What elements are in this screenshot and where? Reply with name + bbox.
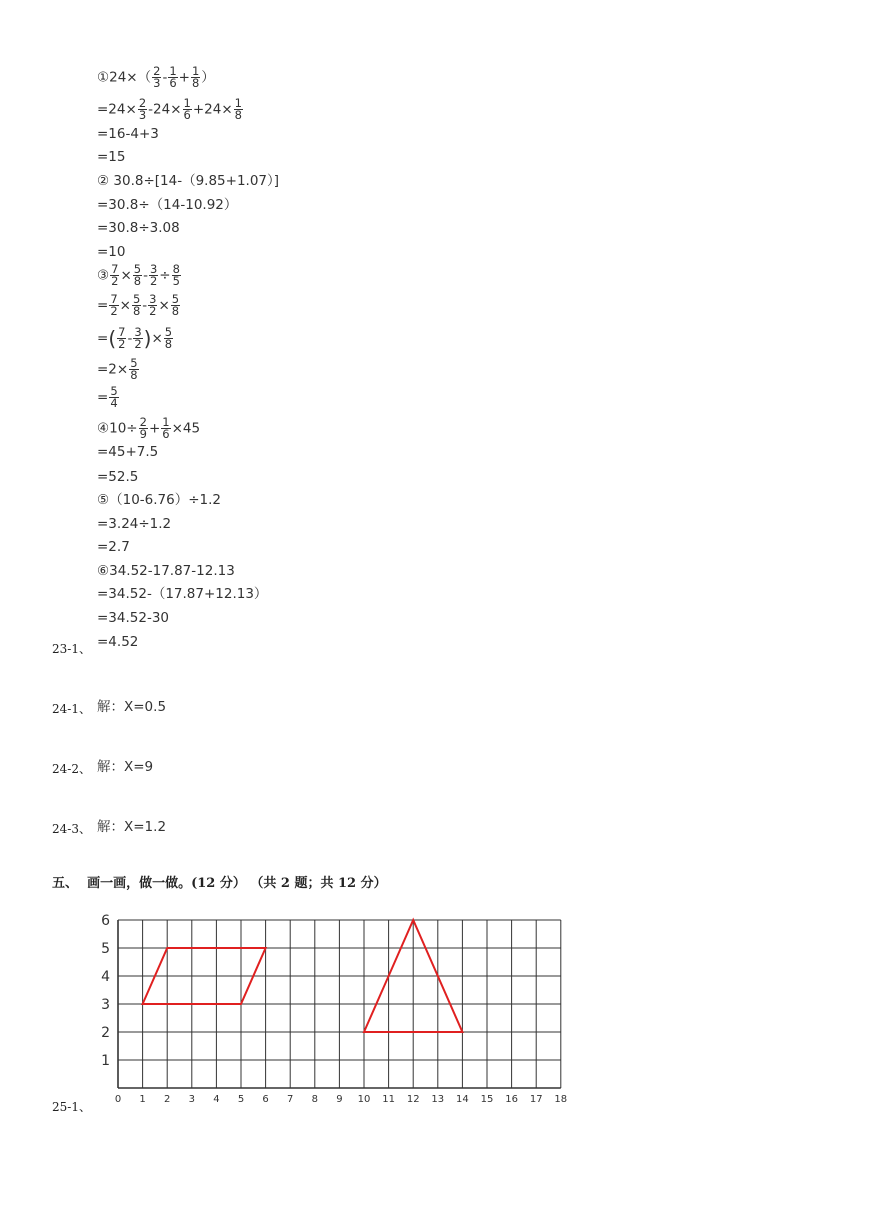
coordinate-grid bbox=[90, 905, 590, 1115]
question-label-24-2: 24-2、 bbox=[52, 762, 91, 776]
p3-line5: = $\frac{5}{4}$ bbox=[97, 384, 118, 410]
fraction: $\frac{5}{4}$ bbox=[110, 384, 118, 410]
fraction: $\frac{5}{8}$ bbox=[132, 292, 141, 318]
p6-line4: =4.52 bbox=[97, 634, 139, 650]
x-tick-label: 18 bbox=[554, 1094, 568, 1105]
p3-line1: ③ $\frac{7}{2}$ × $\frac{5}{8}$ - $\frac{3}{2}$ ÷ $\frac{8}{5}$ bbox=[97, 262, 180, 288]
x-tick-label: 3 bbox=[188, 1094, 195, 1105]
y-tick-label: 5 bbox=[101, 941, 110, 957]
p4-line3: =52.5 bbox=[97, 469, 139, 485]
x-tick-label: 5 bbox=[237, 1094, 245, 1105]
y-tick-label: 2 bbox=[101, 1025, 110, 1041]
fraction: $\frac{1}{8}$ bbox=[191, 64, 200, 90]
x-tick-label: 13 bbox=[431, 1094, 445, 1105]
fraction: $\frac{7}{2}$ bbox=[111, 262, 119, 288]
y-tick-label: 3 bbox=[101, 997, 110, 1013]
p1-line4: =15 bbox=[97, 149, 126, 165]
fraction: $\frac{3}{2}$ bbox=[149, 262, 158, 288]
x-tick-label: 12 bbox=[406, 1094, 420, 1105]
p1-line2: =24× $\frac{2}{3}$ -24× $\frac{1}{6}$ +24× $\frac{1}{8}$ bbox=[97, 96, 242, 122]
p6-line3: =34.52-30 bbox=[97, 610, 170, 626]
answer-24-3: 解：X=1.2 bbox=[97, 819, 167, 835]
p5-line3: =2.7 bbox=[97, 539, 130, 555]
fraction: $\frac{7}{2}$ bbox=[110, 292, 118, 318]
fraction: $\frac{2}{3}$ bbox=[138, 96, 147, 122]
p3-line3: =( $\frac{7}{2}$ - $\frac{3}{2}$ )× $\frac{5}{8}$ bbox=[97, 325, 173, 351]
section-heading bbox=[52, 872, 387, 891]
x-tick-label: 10 bbox=[357, 1094, 371, 1105]
x-tick-label: 7 bbox=[287, 1094, 294, 1105]
p1-line1: ①24×（ $\frac{2}{3}$ - $\frac{1}{6}$ + $\frac{1}{8}$ ） bbox=[97, 64, 215, 90]
x-tick-label: 15 bbox=[480, 1094, 494, 1105]
fraction: $\frac{1}{6}$ bbox=[169, 64, 177, 90]
p5-line1: ⑤（10-6.76）÷1.2 bbox=[97, 492, 221, 508]
fraction: $\frac{7}{2}$ bbox=[118, 325, 126, 351]
fraction: $\frac{1}{6}$ bbox=[162, 415, 170, 441]
fraction: $\frac{2}{3}$ bbox=[153, 64, 161, 90]
section-number: 五、 bbox=[52, 876, 79, 891]
y-tick-label: 4 bbox=[101, 969, 110, 985]
p3-line2: = $\frac{7}{2}$ × $\frac{5}{8}$ - $\frac{3}{2}$ × $\frac{5}{8}$ bbox=[97, 292, 180, 318]
x-tick-label: 1 bbox=[139, 1094, 146, 1105]
fraction: $\frac{3}{2}$ bbox=[149, 292, 157, 318]
x-tick-label: 9 bbox=[336, 1094, 343, 1105]
x-tick-label: 6 bbox=[262, 1094, 269, 1105]
answer-24-2: 解：X=9 bbox=[97, 759, 154, 775]
fraction: $\frac{5}{8}$ bbox=[164, 325, 173, 351]
fraction: $\frac{5}{8}$ bbox=[130, 356, 138, 382]
y-tick-label: 6 bbox=[101, 913, 110, 929]
p6-line2: =34.52-（17.87+12.13） bbox=[97, 586, 268, 602]
fraction: $\frac{5}{8}$ bbox=[133, 262, 142, 288]
x-tick-label: 17 bbox=[529, 1094, 543, 1105]
p6-line1: ⑥34.52-17.87-12.13 bbox=[97, 563, 235, 579]
p2-line1: ② 30.8÷[14-（9.85+1.07）] bbox=[97, 173, 280, 189]
answer-24-1: 解：X=0.5 bbox=[97, 699, 167, 715]
x-tick-label: 4 bbox=[213, 1094, 220, 1105]
question-label-25-1: 25-1、 bbox=[52, 1100, 91, 1114]
fraction: $\frac{2}{9}$ bbox=[139, 415, 147, 441]
fraction: $\frac{5}{8}$ bbox=[171, 292, 180, 318]
x-tick-label: 0 bbox=[114, 1094, 122, 1105]
fraction: $\frac{3}{2}$ bbox=[134, 325, 142, 351]
question-label-24-3: 24-3、 bbox=[52, 822, 91, 836]
fraction: $\frac{8}{5}$ bbox=[172, 262, 180, 288]
question-label-24-1: 24-1、 bbox=[52, 702, 91, 716]
section-title: 画一画，做一做。(12 分） （共 2 题；共 12 分） bbox=[87, 876, 387, 891]
p4-line1: ④10÷ $\frac{2}{9}$ + $\frac{1}{6}$ ×45 bbox=[97, 415, 201, 441]
x-tick-label: 11 bbox=[382, 1094, 395, 1105]
p5-line2: =3.24÷1.2 bbox=[97, 516, 172, 532]
x-tick-label: 2 bbox=[164, 1094, 171, 1105]
question-label-23-1: 23-1、 bbox=[52, 642, 91, 656]
x-tick-label: 14 bbox=[456, 1094, 469, 1105]
fraction: $\frac{1}{8}$ bbox=[234, 96, 242, 122]
p2-line3: =30.8÷3.08 bbox=[97, 220, 180, 236]
x-tick-label: 8 bbox=[311, 1094, 318, 1105]
y-tick-label: 1 bbox=[101, 1053, 110, 1069]
p3-line4: =2× $\frac{5}{8}$ bbox=[97, 356, 138, 382]
p2-line4: =10 bbox=[97, 244, 126, 260]
p1-line3: =16-4+3 bbox=[97, 126, 159, 142]
fraction: $\frac{1}{6}$ bbox=[183, 96, 191, 122]
x-tick-label: 16 bbox=[505, 1094, 518, 1105]
p4-line2: =45+7.5 bbox=[97, 444, 159, 460]
p2-line2: =30.8÷（14-10.92） bbox=[97, 197, 238, 213]
axis-labels bbox=[101, 913, 567, 1105]
